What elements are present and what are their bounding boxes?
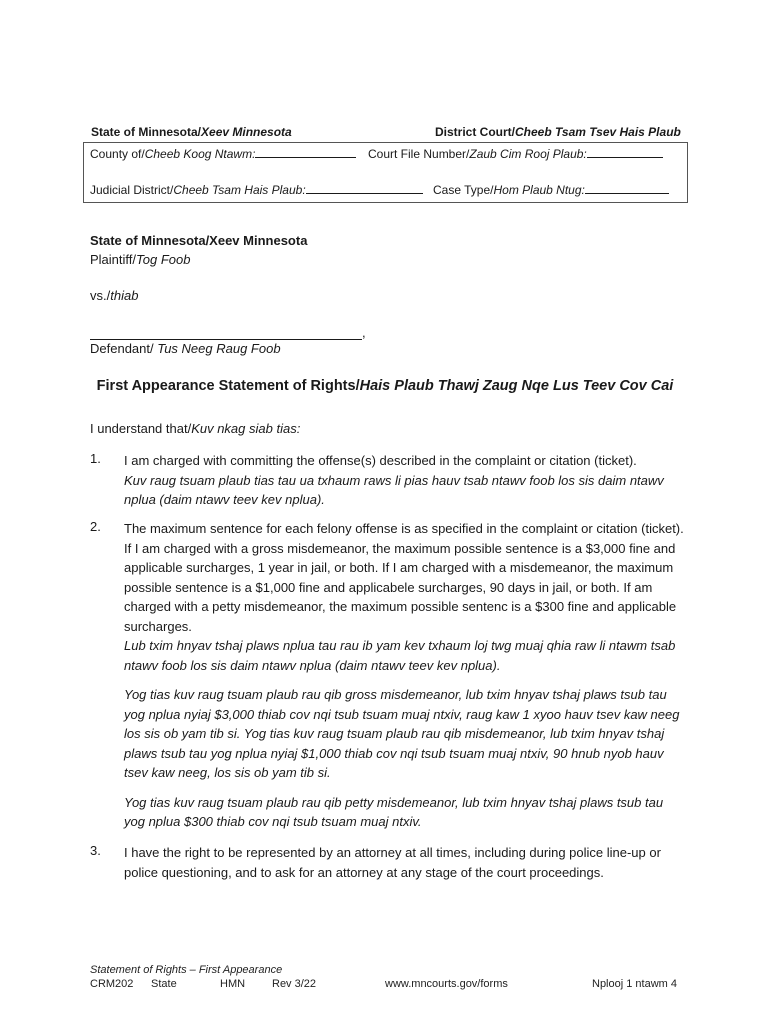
plaintiff-label: Plaintiff/ — [90, 252, 137, 267]
item-1-hmn: Kuv raug tsuam plaub tias tau ua txhaum raws li pias hauv tsab ntawv foob los sis daim ntawv nplua (daim ntawv teev kev nplua). — [124, 472, 664, 507]
case-type-field — [433, 182, 669, 197]
court-label-hmn: Cheeb Tsam Tsev Hais Plaub — [515, 125, 681, 139]
item-2-hmn: Lub txim hnyav tshaj plaws nplua tau rau ib yam kev txhaum loj twg muaj qhia raw li ntawm tsab ntawv foob los sis daim ntawv nplua (daim ntawv teev kev nplua). — [124, 638, 676, 673]
item-number: 3. — [90, 843, 101, 858]
state-label: State of Minnesota/ — [91, 125, 202, 139]
footer-form-rev: Rev 3/22 — [272, 978, 317, 990]
item-1-en: I am charged with committing the offense(s) described in the complaint or citation (ticket). — [124, 453, 637, 468]
document-title — [0, 378, 770, 394]
court-file-number-field — [368, 146, 663, 161]
case-type-input-line[interactable] — [585, 182, 669, 194]
intro-en: I understand that/ — [90, 421, 192, 436]
court-header — [435, 125, 681, 139]
court-label: District Court/ — [435, 125, 516, 139]
district-input-line[interactable] — [306, 182, 423, 194]
county-input-line[interactable] — [255, 146, 356, 158]
defendant-label: Defendant/ — [90, 341, 158, 356]
vs-label: vs./ — [90, 288, 111, 303]
county-label-hmn: Cheeb Koog Ntawm: — [144, 147, 256, 161]
file-label-hmn: Zaub Cim Rooj Plaub: — [469, 147, 587, 161]
footer-page-number: Nplooj 1 ntawm 4 — [592, 978, 677, 990]
case-type-label-hmn: Hom Plaub Ntug: — [493, 183, 585, 197]
item-2-hmn-gross: Yog tias kuv raug tsuam plaub rau qib gross misdemeanor, lub txim hnyav tshaj plaws tsub tau yog nplua nyiaj $3,000 thiab cov nqi tsub tsuam muaj ntxiv, raug kaw 1 xyoo hauv tsev kaw neeg los sis ob yam tib si. Yog tias kuv raug tsuam plaub rau qib misdemeanor, lub txim hnyav tshaj plaws tsub tau yog nplua nyiaj $1,000 thiab cov nqi tsub tsuam muaj ntxiv, 90 hnub nyob hauv tsev kaw neeg, los sis ob yam tib si. — [124, 687, 680, 780]
plaintiff-label-hmn: Tog Foob — [136, 252, 191, 267]
item-3-en: I have the right to be represented by an attorney at all times, including during police line-up or police questioning, and to ask for an attorney at any stage of the court proceedings. — [124, 845, 661, 880]
rights-item-1 — [124, 451, 686, 510]
item-number: 2. — [90, 519, 101, 534]
file-number-input-line[interactable] — [587, 146, 663, 158]
intro-hmn: Kuv nkag siab tias: — [191, 421, 301, 436]
footer-form-title: Statement of Rights – First Appearance — [90, 964, 283, 976]
item-number: 1. — [90, 451, 101, 466]
state-header — [91, 125, 292, 139]
defendant-comma: , — [362, 325, 366, 340]
judicial-district-field — [90, 182, 423, 197]
defendant-name-line[interactable] — [90, 325, 362, 340]
intro-line — [90, 421, 300, 436]
title-hmn: Hais Plaub Thawj Zaug Nqe Lus Teev Cov Cai — [359, 378, 674, 394]
plaintiff-label-line — [90, 252, 190, 267]
vs-label-hmn: thiab — [110, 288, 139, 303]
file-label: Court File Number/ — [368, 147, 470, 161]
case-type-label: Case Type/ — [433, 183, 494, 197]
footer-form-lang: HMN — [220, 978, 246, 990]
footer-website-link[interactable]: www.mncourts.gov/forms — [385, 978, 508, 990]
state-label-hmn: Xeev Minnesota — [201, 125, 292, 139]
rights-item-3 — [124, 843, 686, 882]
item-2-en: The maximum sentence for each felony offense is as specified in the complaint or citation (ticket). If I am charged with a gross misdemeanor, the maximum possible sentence is a $3,000 fine and applicable surcharges, 1 year in jail, or both. If I am charged with a misdemeanor, the maximum possible sentence is a $1,000 fine and applicabele surcharges, 90 days in jail, or both. If am charged with a petty misdemeanor, the maximum possible sentenc is a $300 fine and applicable surcharges. — [124, 521, 684, 634]
defendant-label-line — [90, 341, 281, 356]
item-2-hmn-petty: Yog tias kuv raug tsuam plaub rau qib petty misdemeanor, lub txim hnyav tshaj plaws tsub tau yog nplua $300 thiab cov nqi tsub tsuam muaj ntxiv. — [124, 794, 664, 829]
district-label-hmn: Cheeb Tsam Hais Plaub: — [173, 183, 306, 197]
defendant-label-hmn: Tus Neeg Raug Foob — [157, 341, 281, 356]
footer-form-code: CRM202 — [90, 978, 134, 990]
footer-form-state: State — [151, 978, 177, 990]
rights-item-2 — [124, 519, 686, 832]
district-label: Judicial District/ — [90, 183, 174, 197]
title-en: First Appearance Statement of Rights/ — [96, 378, 360, 394]
county-field — [90, 146, 356, 161]
county-label: County of/ — [90, 147, 145, 161]
plaintiff-name: State of Minnesota/Xeev Minnesota — [90, 233, 308, 248]
versus-line — [90, 288, 138, 303]
